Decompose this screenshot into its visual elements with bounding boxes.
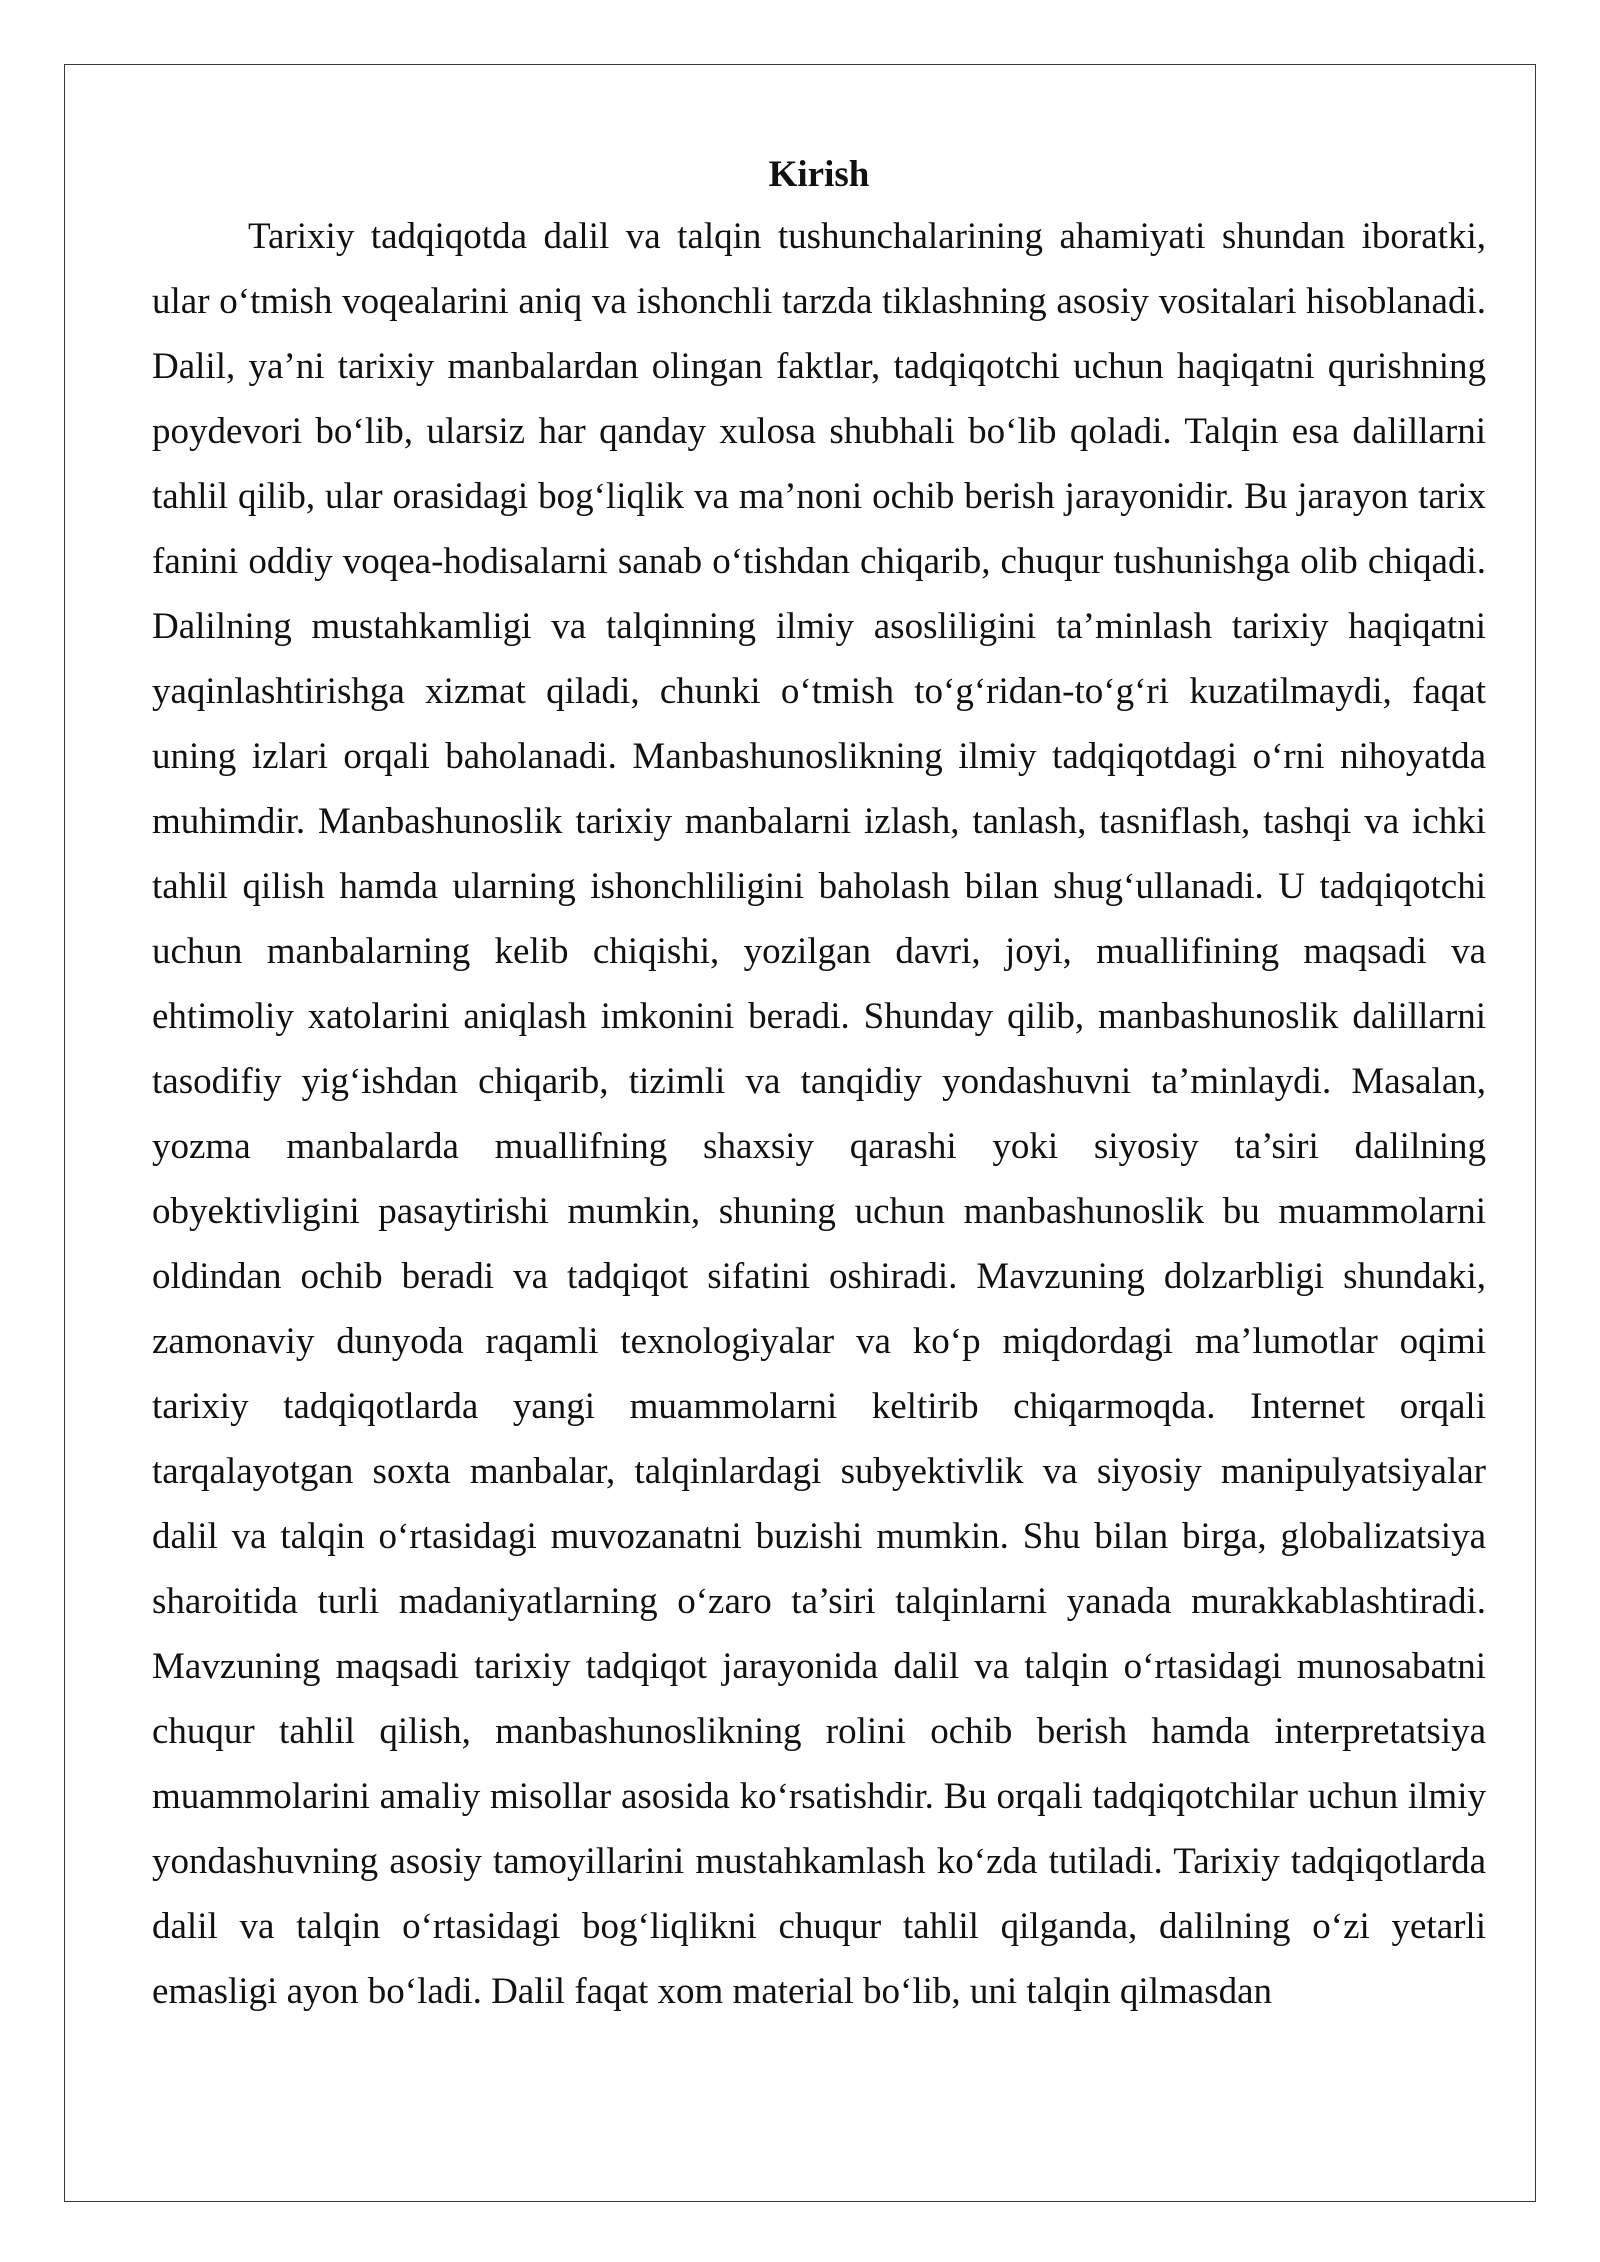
section-heading: Kirish	[768, 154, 870, 195]
body-paragraph: Tarixiy tadqiqotda dalil va talqin tushunchalarining ahamiyati shundan iboratki, ular o‘tmish voqealarini aniq va ishonchli tarzda tiklashning asosiy vositalari hisoblanadi. Dalil, ya’ni tarixiy manbalardan olingan faktlar, tadqiqotchi uchun haqiqatni qurishning poydevori bo‘lib, ularsiz har qanday xulosa shubhali bo‘lib qoladi. Talqin esa dalillarni tahlil qilib, ular orasidagi bog‘liqlik va ma’noni ochib berish jarayonidir. Bu jarayon tarix fanini oddiy voqea-hodisalarni sanab o‘tishdan chiqarib, chuqur tushunishga olib chiqadi. Dalilning mustahkamligi va talqinning ilmiy asosliligini ta’minlash tarixiy haqiqatni yaqinlashtirishga xizmat qiladi, chunki o‘tmish to‘g‘ridan-to‘g‘ri kuzatilmaydi, faqat uning izlari orqali baholanadi. Manbashunoslikning ilmiy tadqiqotdagi o‘rni nihoyatda muhimdir. Manbashunoslik tarixiy manbalarni izlash, tanlash, tasniflash, tashqi va ichki tahlil qilish hamda ularning ishonchliligini baholash bilan shug‘ullanadi. U tadqiqotchi uchun manbalarning kelib chiqishi, yozilgan davri, joyi, muallifining maqsadi va ehtimoliy xatolarini aniqlash imkonini beradi. Shunday qilib, manbashunoslik dalillarni tasodifiy yig‘ishdan chiqarib, tizimli va tanqidiy yondashuvni ta’minlaydi. Masalan, yozma manbalarda muallifning shaxsiy qarashi yoki siyosiy ta’siri dalilning obyektivligini pasaytirishi mumkin, shuning uchun manbashunoslik bu muammolarni oldindan ochib beradi va tadqiqot sifatini oshiradi. Mavzuning dolzarbligi shundaki, zamonaviy dunyoda raqamli texnologiyalar va ko‘p miqdordagi ma’lumotlar oqimi tarixiy tadqiqotlarda yangi muammolarni keltirib chiqarmoqda. Internet orqali tarqalayotgan soxta manbalar, talqinlardagi subyektivlik va siyosiy manipulyatsiyalar dalil va talqin o‘rtasidagi muvozanatni buzishi mumkin. Shu bilan birga, globalizatsiya sharoitida turli madaniyatlarning o‘zaro ta’siri talqinlarni yanada murakkablashtiradi. Mavzuning maqsadi tarixiy tadqiqot jarayonida dalil va talqin o‘rtasidagi munosabatni chuqur tahlil qilish, manbashunoslikning rolini ochib berish hamda interpretatsiya muammolarini amaliy misollar asosida ko‘rsatishdir. Bu orqali tadqiqotchilar uchun ilmiy yondashuvning asosiy tamoyillarini mustahkamlash ko‘zda tutiladi. Tarixiy tadqiqotlarda dalil va talqin o‘rtasidagi bog‘liqlikni chuqur tahlil qilganda, dalilning o‘zi yetarli emasligi ayon bo‘ladi. Dalil faqat xom material bo‘lib, uni talqin qilmasdan	[152, 216, 1486, 2012]
document-body	[152, 146, 1486, 2024]
